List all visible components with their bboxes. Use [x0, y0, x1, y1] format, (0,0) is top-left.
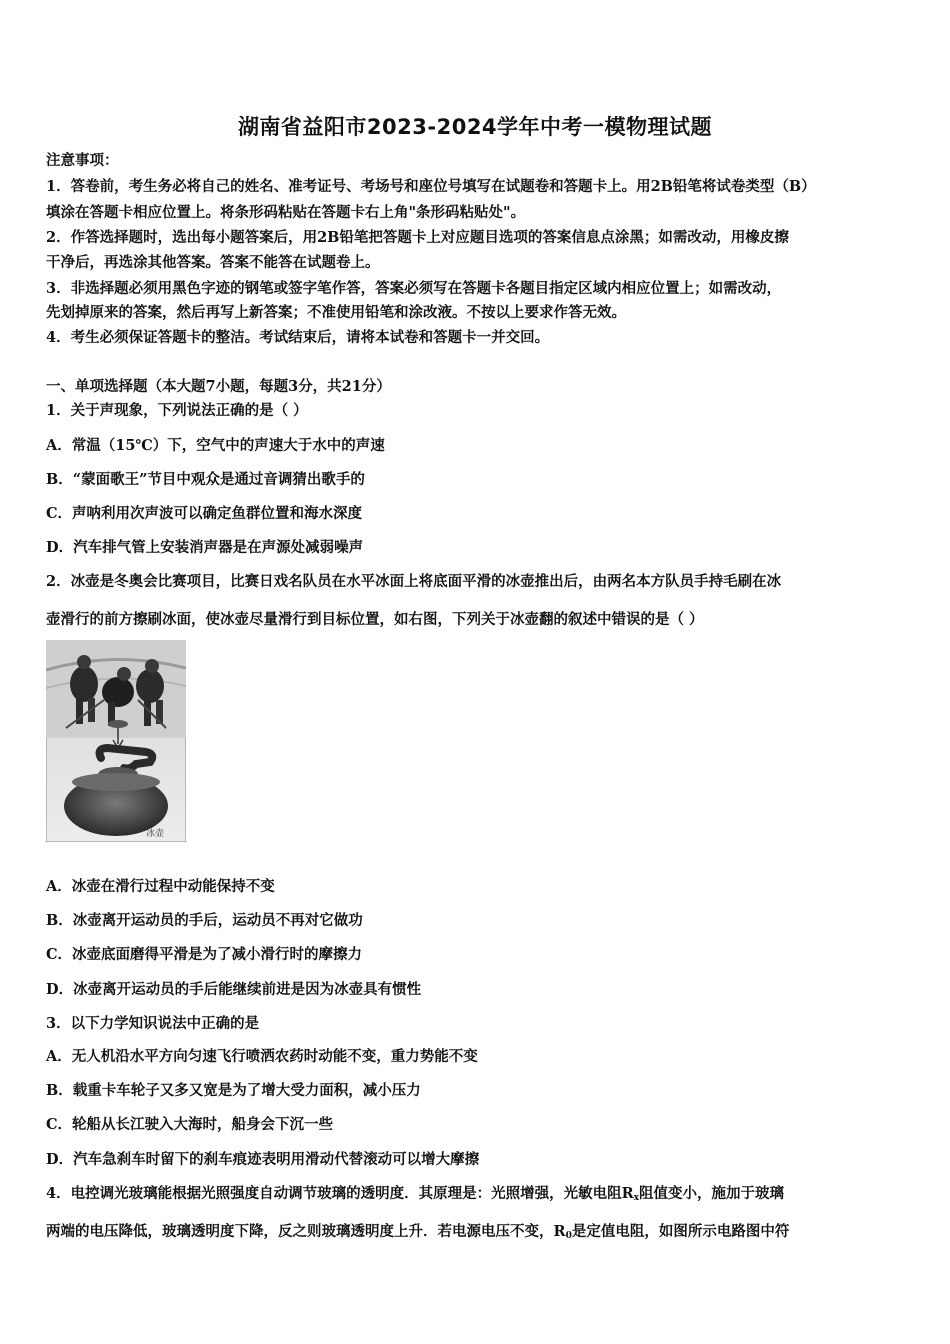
- option-c: C．轮船从长江驶入大海时，船身会下沉一些: [46, 1116, 334, 1133]
- q4-text-part: 4．电控调光玻璃能根据光照强度自动调节玻璃的透明度．其原理是：光照增强，光敏电阻R: [46, 1185, 634, 1202]
- subscript-0: 0: [565, 1231, 572, 1241]
- question-stem: [46, 1222, 789, 1246]
- option-c: C．声呐利用次声波可以确定鱼群位置和海水深度: [46, 505, 363, 522]
- option-b: B．“蒙面歌王”节目中观众是通过音调猜出歌手的: [46, 471, 365, 488]
- notice-line: 填涂在答题卡相应位置上。将条形码粘贴在答题卡右上角"条形码粘贴处"。: [46, 204, 526, 221]
- notice-line: 4．考生必须保证答题卡的整洁。考试结束后，请将本试卷和答题卡一并交回。: [46, 329, 550, 346]
- option-b: B．载重卡车轮子又多又宽是为了增大受力面积，减小压力: [46, 1082, 421, 1099]
- curling-figure: [46, 640, 186, 842]
- notice-line: 1．答卷前，考生务必将自己的姓名、准考证号、考场号和座位号填写在试题卷和答题卡上。用2B铅笔将试卷类型（B）: [46, 178, 816, 195]
- option-b: B．冰壶离开运动员的手后，运动员不再对它做功: [46, 912, 363, 929]
- option-d: D．冰壶离开运动员的手后能继续前进是因为冰壶具有惯性: [46, 981, 422, 998]
- question-stem: 壶滑行的前方擦刷冰面，使冰壶尽量滑行到目标位置，如右图，下列关于冰壶翻的叙述中错误的是（ ）: [46, 611, 704, 628]
- notice-line: 干净后，再选涂其他答案。答案不能答在试题卷上。: [46, 254, 380, 271]
- notice-line: 先划掉原来的答案，然后再写上新答案；不准使用铅笔和涂改液。不按以上要求作答无效。: [46, 304, 626, 321]
- q4-text-part: 是定值电阻，如图所示电路图中符: [571, 1223, 790, 1240]
- option-d: D．汽车急刹车时留下的刹车痕迹表明用滑动代替滚动可以增大摩擦: [46, 1151, 480, 1168]
- q4-text-part: 阻值变小，施加于玻璃: [639, 1185, 785, 1202]
- option-a: A．冰壶在滑行过程中动能保持不变: [46, 878, 275, 895]
- notice-line: 2．作答选择题时，选出每小题答案后，用2B铅笔把答题卡上对应题目选项的答案信息点涂黑；如需改动，用橡皮擦: [46, 229, 789, 246]
- section-heading: 一、单项选择题（本大题7小题，每题3分，共21分）: [46, 378, 391, 395]
- question-stem: 3．以下力学知识说法中正确的是: [46, 1015, 260, 1032]
- page-title: 湖南省益阳市2023-2024学年中考一模物理试题: [237, 115, 713, 139]
- question-stem: 2．冰壶是冬奥会比赛项目，比赛日戏名队员在水平冰面上将底面平滑的冰壶推出后，由两名本方队员手持毛刷在冰: [46, 573, 782, 590]
- notice-line: 3．非选择题必须用黑色字迹的钢笔或签字笔作答，答案必须写在答题卡各题目指定区域内相应位置上；如需改动，: [46, 280, 782, 297]
- question-stem: 1．关于声现象，下列说法正确的是（ ）: [46, 402, 308, 419]
- subscript-x: x: [633, 1193, 640, 1203]
- option-a: A．常温（15℃）下，空气中的声速大于水中的声速: [46, 437, 385, 454]
- q4-text-part: 两端的电压降低，玻璃透明度下降，反之则玻璃透明度上升．若电源电压不变，R: [46, 1223, 566, 1240]
- option-d: D．汽车排气管上安装消声器是在声源处减弱噪声: [46, 539, 364, 556]
- notice-heading: 注意事项：: [46, 152, 119, 169]
- question-stem: [46, 1184, 784, 1208]
- figure-label: 冰壶: [146, 829, 165, 839]
- option-a: A．无人机沿水平方向匀速飞行喷洒农药时动能不变，重力势能不变: [46, 1048, 478, 1065]
- option-c: C．冰壶底面磨得平滑是为了减小滑行时的摩擦力: [46, 946, 363, 963]
